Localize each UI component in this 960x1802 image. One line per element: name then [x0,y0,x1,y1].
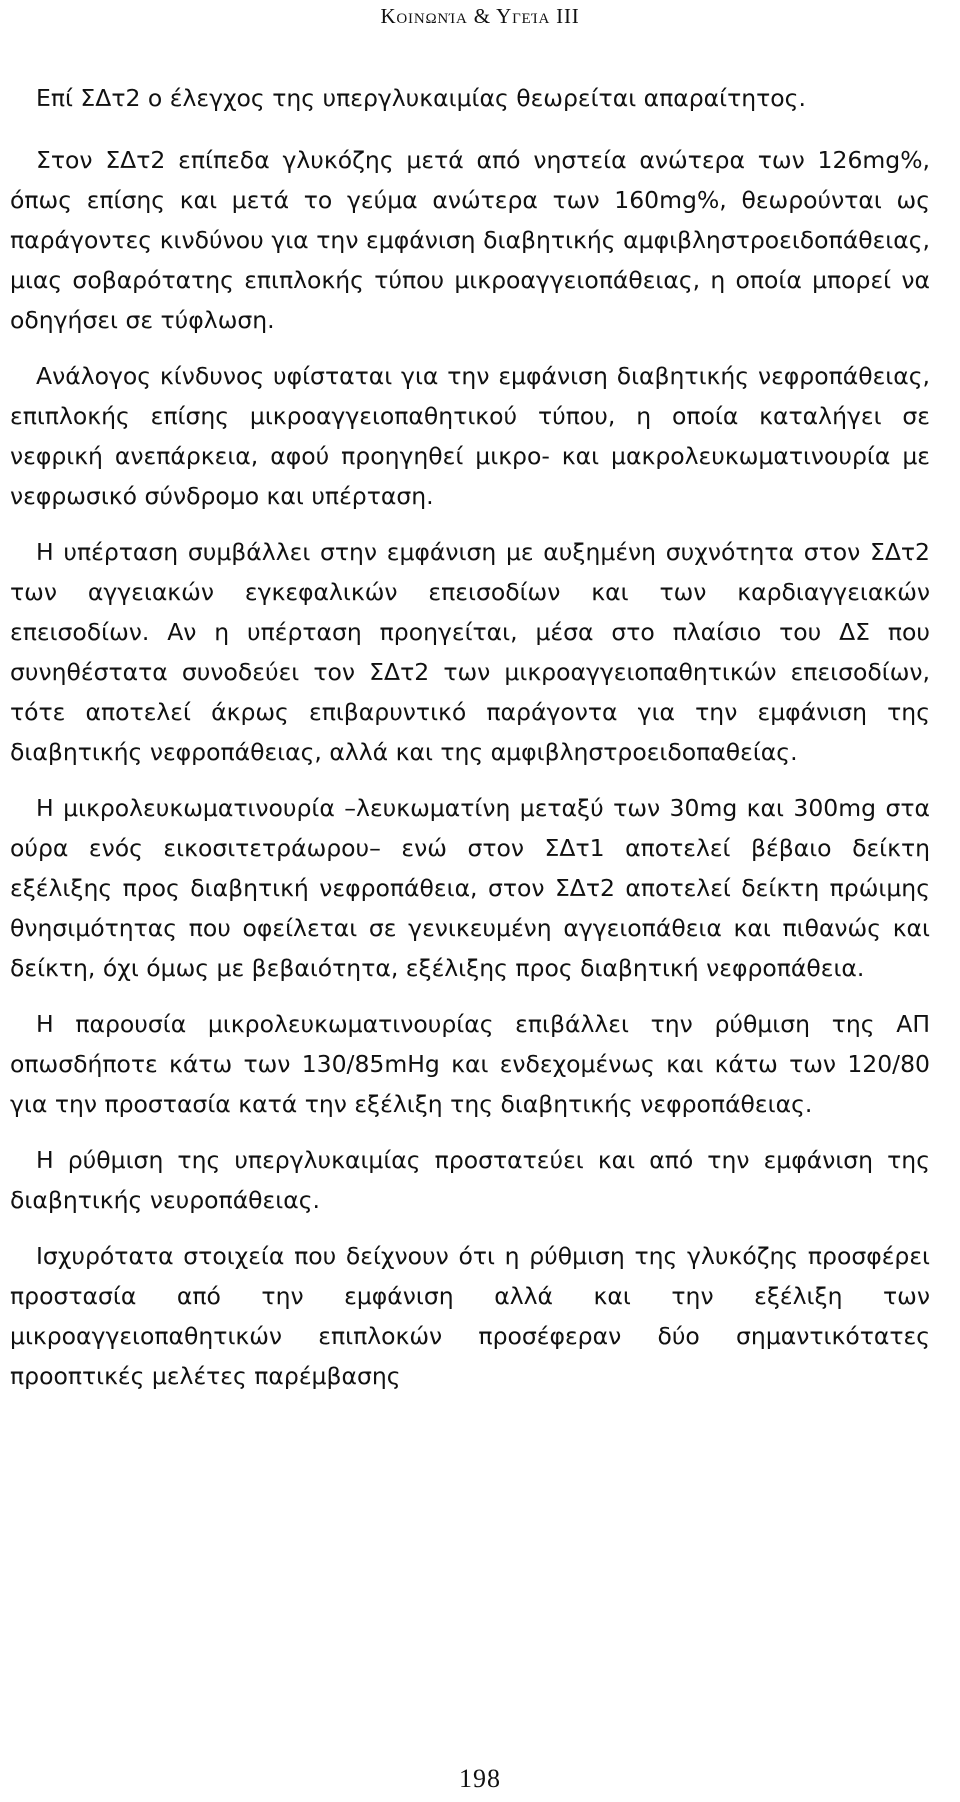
running-header-title: Κοινωνία & Υγεία ΙΙΙ [380,4,580,28]
paragraph-7: Η ρύθμιση της υπεργλυκαιμίας προστατεύει και από την εμφάνιση της διαβητικής νευροπάθειας. [10,1146,930,1214]
paragraph-4: Η υπέρταση συμβάλλει στην εμφάνιση με αυξημένη συχνότητα στον ΣΔτ2 των αγγειακών εγκεφαλικών επεισοδίων και των καρδιαγγειακών επεισοδίων. Αν η υπέρταση προηγείται, μέσα στο πλαίσιο του ΔΣ που συνηθέστατα συνοδεύει τον ΣΔτ2 των μικροαγγειοπαθητικών επεισοδίων, τότε αποτελεί άκρως επιβαρυντικό παράγοντα για την εμφάνιση της διαβητικής νεφροπάθειας, αλλά και της αμφιβληστροειδοπαθείας. [10,538,930,766]
body-text [10,78,930,1412]
paragraph-3: Ανάλογος κίνδυνος υφίσταται για την εμφάνιση διαβητικής νεφροπάθειας, επιπλοκής επίσης μικροαγγειοπαθητικού τύπου, η οποία καταλήγει σε νεφρική ανεπάρκεια, αφού προηγηθεί μικρο- και μακρολευκωματινουρία με νεφρωσικό σύνδρομο και υπέρταση. [10,362,930,510]
paragraph-2: Στον ΣΔτ2 επίπεδα γλυκόζης μετά από νηστεία ανώτερα των 126mg%, όπως επίσης και μετά το γεύμα ανώτερα των 160mg%, θεωρούνται ως παράγοντες κινδύνου για την εμφάνιση διαβητικής αμφιβληστροειδοπάθειας, μιας σοβαρότατης επιπλοκής τύπου μικροαγγειοπάθειας, η οποία μπορεί να οδηγήσει σε τύφλωση. [10,146,930,334]
paragraph-6: Η παρουσία μικρολευκωματινουρίας επιβάλλει την ρύθμιση της ΑΠ οπωσδήποτε κάτω των 130/85mHg και ενδεχομένως και κάτω των 120/80 για την προστασία κατά την εξέλιξη της διαβητικής νεφροπάθειας. [10,1010,930,1118]
paragraph-8: Ισχυρότατα στοιχεία που δείχνουν ότι η ρύθμιση της γλυκόζης προσφέρει προστασία από την εμφάνιση αλλά και την εξέλιξη των μικροαγγειοπαθητικών επιπλοκών προσέφεραν δύο σημαντικότατες προοπτικές μελέτες παρέμβασης [10,1242,930,1390]
page-number: 198 [459,1764,501,1793]
paragraph-5: Η μικρολευκωματινουρία –λευκωματίνη μεταξύ των 30mg και 300mg στα ούρα ενός εικοσιτετράωρου– ενώ στον ΣΔτ1 αποτελεί βέβαιο δείκτη εξέλιξης προς διαβητική νεφροπάθεια, στον ΣΔτ2 αποτελεί δείκτη πρώιμης θνησιμότητας που οφείλεται σε γενικευμένη αγγειοπάθεια και πιθανώς και δείκτη, όχι όμως με βεβαιότητα, εξέλιξης προς διαβητική νεφροπάθεια. [10,794,930,982]
paragraph-1: Επί ΣΔτ2 ο έλεγχος της υπεργλυκαιμίας θεωρείται απαραίτητος. [36,84,806,112]
